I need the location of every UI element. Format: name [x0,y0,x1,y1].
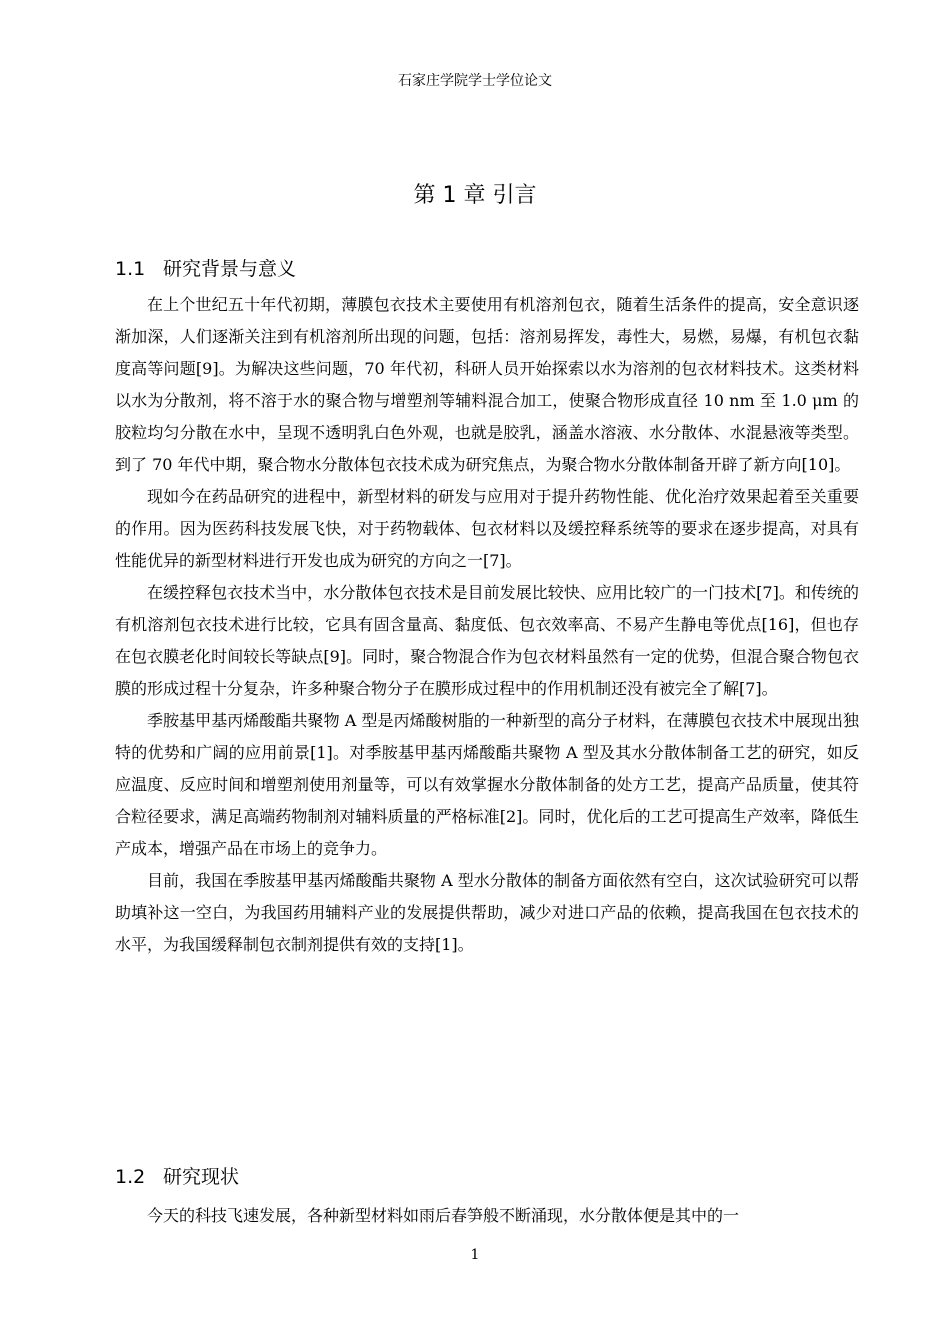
chapter-title: 第 1 章 引言 [413,183,537,208]
paragraph: 目前，我国在季胺基甲基丙烯酸酯共聚物 A 型水分散体的制备方面依然有空白，这次试验研究可以帮助填补这一空白，为我国药用辅料产业的发展提供帮助，减少对进口产品的依赖，提高我国在包衣技术的水平，为我国缓释制包衣制剂提供有效的支持[1]。 [115,871,859,954]
section-heading-1-1 [115,254,296,281]
paragraph: 现如今在药品研究的进程中，新型材料的研发与应用对于提升药物性能、优化治疗效果起着至关重要的作用。因为医药科技发展飞快，对于药物载体、包衣材料以及缓控释系统等的要求在逐步提高，对具有性能优异的新型材料进行开发也成为研究的方向之一[7]。 [115,487,859,570]
paragraph: 季胺基甲基丙烯酸酯共聚物 A 型是丙烯酸树脂的一种新型的高分子材料，在薄膜包衣技术中展现出独特的优势和广阔的应用前景[1]。对季胺基甲基丙烯酸酯共聚物 A 型及其水分散体制备工艺的研究，如反应温度、反应时间和增塑剂使用剂量等，可以有效掌握水分散体制备的处方工艺，提高产品质量，使其符合粒径要求，满足高端药物制剂对辅料质量的严格标准[2]。同时，优化后的工艺可提高生产效率，降低生产成本，增强产品在市场上的竞争力。 [115,711,859,858]
section-number: 1.1 [115,258,146,280]
section-heading-1-2 [115,1162,239,1189]
section-number: 1.2 [115,1166,146,1188]
paragraph: 在缓控释包衣技术当中，水分散体包衣技术是目前发展比较快、应用比较广的一门技术[7]。和传统的有机溶剂包衣技术进行比较，它具有固含量高、黏度低、包衣效率高、不易产生静电等优点[16]，但也存在包衣膜老化时间较长等缺点[9]。同时，聚合物混合作为包衣材料虽然有一定的优势，但混合聚合物包衣膜的形成过程十分复杂，许多种聚合物分子在膜形成过程中的作用机制还没有被完全了解[7]。 [115,583,859,698]
section-body-1-2 [115,1200,859,1232]
section-title: 研究背景与意义 [163,258,297,280]
paragraph: 今天的科技飞速发展，各种新型材料如雨后春笋般不断涌现，水分散体便是其中的一 [147,1206,740,1225]
paragraph: 在上个世纪五十年代初期，薄膜包衣技术主要使用有机溶剂包衣，随着生活条件的提高，安全意识逐渐加深，人们逐渐关注到有机溶剂所出现的问题，包括：溶剂易挥发，毒性大，易燃，易爆，有机包衣黏度高等问题[9]。为解决这些问题，70 年代初，科研人员开始探索以水为溶剂的包衣材料技术。这类材料以水为分散剂，将不溶于水的聚合物与增塑剂等辅料混合加工，使聚合物形成直径 10 nm 至 1.0 μm 的胶粒均匀分散在水中，呈现不透明乳白色外观，也就是胶乳，涵盖水溶液、水分散体、水混悬液等类型。到了 70 年代中期，聚合物水分散体包衣技术成为研究焦点，为聚合物水分散体制备开辟了新方向[10]。 [115,295,859,474]
section-body-1-1 [115,289,859,961]
page-number: 1 [470,1247,480,1263]
section-title: 研究现状 [163,1166,240,1188]
running-header: 石家庄学院学士学位论文 [398,73,552,89]
